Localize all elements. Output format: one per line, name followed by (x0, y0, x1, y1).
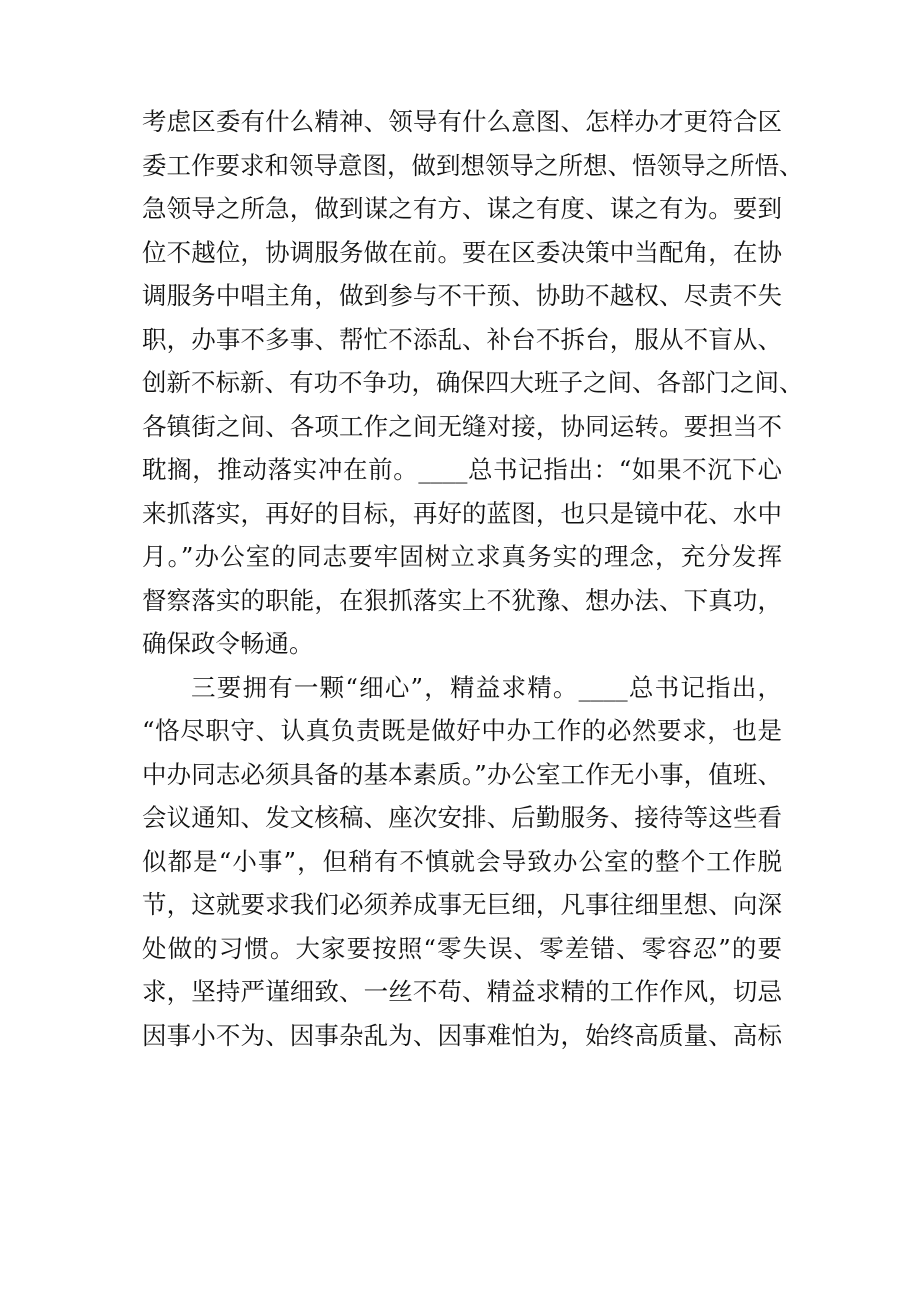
text-line: 创新不标新、有功不争功，确保四大班子之间、各部门之间、 (142, 368, 804, 397)
text-line: 考虑区委有什么精神、领导有什么意图、怎样办才更符合区 (142, 107, 782, 136)
text-line: 调服务中唱主角，做到参与不干预、协助不越权、尽责不失 (142, 281, 782, 310)
text-line: 位不越位，协调服务做在前。要在区委决策中当配角，在协 (142, 237, 782, 267)
text-line: 会议通知、发文核稿、座次安排、后勤服务、接待等这些看 (142, 803, 782, 832)
text-line: 月。”办公室的同志要牢固树立求真务实的理念，充分发挥 (142, 542, 782, 571)
text-line: 职，办事不多事、帮忙不添乱、补台不拆台，服从不盲从、 (142, 324, 782, 354)
text-line: 求，坚持严谨细致、一丝不苟、精益求精的工作作风，切忌 (142, 977, 782, 1006)
text-line: 耽搁，推动落实冲在前。____总书记指出：“如果不沉下心 (142, 455, 782, 484)
text-line: 来抓落实，再好的目标，再好的蓝图，也只是镜中花、水中 (142, 498, 782, 528)
text-line: “恪尽职守、认真负责既是做好中办工作的必然要求，也是 (142, 716, 782, 745)
text-line: 中办同志必须具备的基本素质。”办公室工作无小事，值班、 (142, 759, 782, 789)
body-text (142, 100, 804, 1057)
text-line: 督察落实的职能，在狠抓落实上不犹豫、想办法、下真功， (142, 585, 782, 615)
text-line: 各镇街之间、各项工作之间无缝对接，协同运转。要担当不 (142, 411, 782, 441)
text-line: 似都是“小事”，但稍有不慎就会导致办公室的整个工作脱 (142, 846, 782, 876)
paragraph-first-line: 三要拥有一颗“细心”，精益求精。____总书记指出， (191, 672, 782, 702)
text-line: 委工作要求和领导意图，做到想领导之所想、悟领导之所悟、 (142, 150, 804, 180)
paragraph-end-line: 确保政令畅通。 (142, 629, 314, 658)
text-line: 因事小不为、因事杂乱为、因事难怕为，始终高质量、高标 (142, 1020, 782, 1050)
text-line: 急领导之所急，做到谋之有方、谋之有度、谋之有为。要到 (142, 194, 782, 223)
text-line: 节，这就要求我们必须养成事无巨细，凡事往细里想、向深 (142, 890, 782, 919)
text-line: 处做的习惯。大家要按照“零失误、零差错、零容忍”的要 (142, 933, 782, 963)
